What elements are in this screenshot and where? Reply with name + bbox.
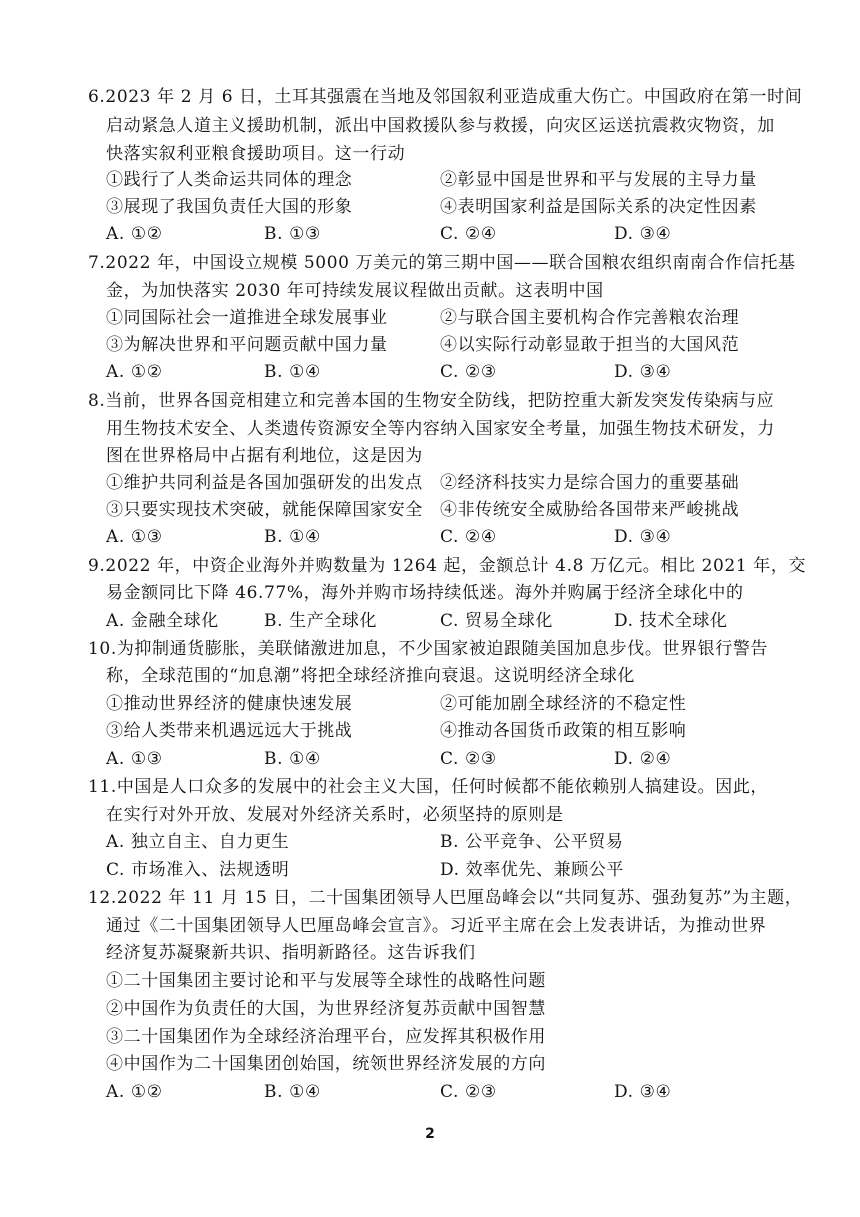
q7-item-1: ①同国际社会一道推进全球发展事业 xyxy=(106,308,388,328)
q8-stem-line-3: 图在世界格局中占据有利地位，这是因为 xyxy=(106,446,423,466)
q11-option-b: B. 公平竞争、公平贸易 xyxy=(440,832,624,852)
q9-option-d: D. 技术全球化 xyxy=(614,611,728,631)
q10-item-1: ①推动世界经济的健康快速发展 xyxy=(106,694,353,714)
q7-item-2: ②与联合国主要机构合作完善粮农治理 xyxy=(440,308,740,328)
q6-stem-line-3: 快落实叙利亚粮食援助项目。这一行动 xyxy=(106,144,406,164)
q8-option-c: C. ②④ xyxy=(440,527,497,547)
q6-option-a: A. ①② xyxy=(106,224,163,244)
q7-stem-line-2: 金，为加快落实 2030 年可持续发展议程做出贡献。这表明中国 xyxy=(106,281,604,301)
q11-stem-line-1: 11.中国是人口众多的发展中的社会主义大国，任何时候都不能依赖别人搞建设。因此， xyxy=(88,777,769,797)
q6-item-4: ④表明国家利益是国际关系的决定性因素 xyxy=(440,197,757,217)
q8-stem-line-2: 用生物技术安全、人类遗传资源安全等内容纳入国家安全考量，加强生物技术研发，力 xyxy=(106,419,775,439)
q9-option-a: A. 金融全球化 xyxy=(106,611,219,631)
q10-option-a: A. ①③ xyxy=(106,749,163,769)
q7-option-a: A. ①② xyxy=(106,362,163,382)
q9-stem-line-1: 9.2022 年，中资企业海外并购数量为 1264 起，金额总计 4.8 万亿元。相比 2021 年，交 xyxy=(88,556,807,576)
q12-option-d: D. ③④ xyxy=(614,1082,672,1102)
q7-item-3: ③为解决世界和平问题贡献中国力量 xyxy=(106,335,388,355)
q8-item-3: ③只要实现技术突破，就能保障国家安全 xyxy=(106,500,423,520)
q11-option-c: C. 市场准入、法规透明 xyxy=(106,860,290,880)
q10-stem-line-2: 称，全球范围的“加息潮”将把全球经济推向衰退。这说明经济全球化 xyxy=(106,666,635,686)
q10-item-3: ③给人类带来机遇远远大于挑战 xyxy=(106,721,353,741)
q11-stem-line-2: 在实行对外开放、发展对外经济关系时，必须坚持的原则是 xyxy=(106,805,564,825)
q8-option-d: D. ③④ xyxy=(614,527,672,547)
q12-item-4: ④中国作为二十国集团创始国，统领世界经济发展的方向 xyxy=(106,1054,546,1074)
q9-option-c: C. 贸易全球化 xyxy=(440,611,554,631)
q10-item-2: ②可能加剧全球经济的不稳定性 xyxy=(440,694,687,714)
q12-item-1: ①二十国集团主要讨论和平与发展等全球性的战略性问题 xyxy=(106,971,546,991)
q11-option-a: A. 独立自主、自力更生 xyxy=(106,832,290,852)
q11-option-d: D. 效率优先、兼顾公平 xyxy=(440,860,625,880)
q7-stem-line-1: 7.2022 年，中国设立规模 5000 万美元的第三期中国——联合国粮农组织南南合作信托基 xyxy=(88,253,796,273)
q7-option-b: B. ①④ xyxy=(264,362,321,382)
q12-option-c: C. ②③ xyxy=(440,1082,497,1102)
q6-option-b: B. ①③ xyxy=(264,224,321,244)
q12-option-a: A. ①② xyxy=(106,1082,163,1102)
q6-option-d: D. ③④ xyxy=(614,224,672,244)
page-number: 2 xyxy=(425,1126,435,1142)
q7-option-c: C. ②③ xyxy=(440,362,497,382)
q6-option-c: C. ②④ xyxy=(440,224,497,244)
q9-stem-line-2: 易金额同比下降 46.77%，海外并购市场持续低迷。海外并购属于经济全球化中的 xyxy=(106,583,744,603)
q12-stem-line-1: 12.2022 年 11 月 15 日，二十国集团领导人巴厘岛峰会以“共同复苏、强劲复苏”为主题， xyxy=(88,888,803,908)
q12-stem-line-2: 通过《二十国集团领导人巴厘岛峰会宣言》。习近平主席在会上发表讲话，为推动世界 xyxy=(106,916,767,936)
q6-stem-line-2: 启动紧急人道主义援助机制，派出中国救援队参与救援，向灾区运送抗震救灾物资，加 xyxy=(106,116,775,136)
q12-option-b: B. ①④ xyxy=(264,1082,321,1102)
q10-option-b: B. ①④ xyxy=(264,749,321,769)
q7-option-d: D. ③④ xyxy=(614,362,672,382)
q6-stem-line-1: 6.2023 年 2 月 6 日，土耳其强震在当地及邻国叙利亚造成重大伤亡。中国政府在第一时间 xyxy=(88,87,803,107)
q12-stem-line-3: 经济复苏凝聚新共识、指明新路径。这告诉我们 xyxy=(106,943,476,963)
q6-item-1: ①践行了人类命运共同体的理念 xyxy=(106,170,353,190)
q12-item-2: ②中国作为负责任的大国，为世界经济复苏贡献中国智慧 xyxy=(106,999,546,1019)
q10-option-c: C. ②③ xyxy=(440,749,497,769)
q10-item-4: ④推动各国货币政策的相互影响 xyxy=(440,721,687,741)
q10-option-d: D. ②④ xyxy=(614,749,672,769)
q8-item-1: ①维护共同利益是各国加强研发的出发点 xyxy=(106,473,423,493)
q8-stem-line-1: 8.当前，世界各国竞相建立和完善本国的生物安全防线，把防控重大新发突发传染病与应 xyxy=(88,391,775,411)
q6-item-3: ③展现了我国负责任大国的形象 xyxy=(106,197,353,217)
q12-item-3: ③二十国集团作为全球经济治理平台，应发挥其积极作用 xyxy=(106,1027,546,1047)
q9-option-b: B. 生产全球化 xyxy=(264,611,378,631)
q7-item-4: ④以实际行动彰显敢于担当的大国风范 xyxy=(440,335,740,355)
q8-option-b: B. ①④ xyxy=(264,527,321,547)
q8-option-a: A. ①③ xyxy=(106,527,163,547)
q8-item-2: ②经济科技实力是综合国力的重要基础 xyxy=(440,473,740,493)
q8-item-4: ④非传统安全威胁给各国带来严峻挑战 xyxy=(440,500,740,520)
q6-item-2: ②彰显中国是世界和平与发展的主导力量 xyxy=(440,170,757,190)
q10-stem-line-1: 10.为抑制通货膨胀，美联储激进加息，不少国家被迫跟随美国加息步伐。世界银行警告 xyxy=(88,639,769,659)
